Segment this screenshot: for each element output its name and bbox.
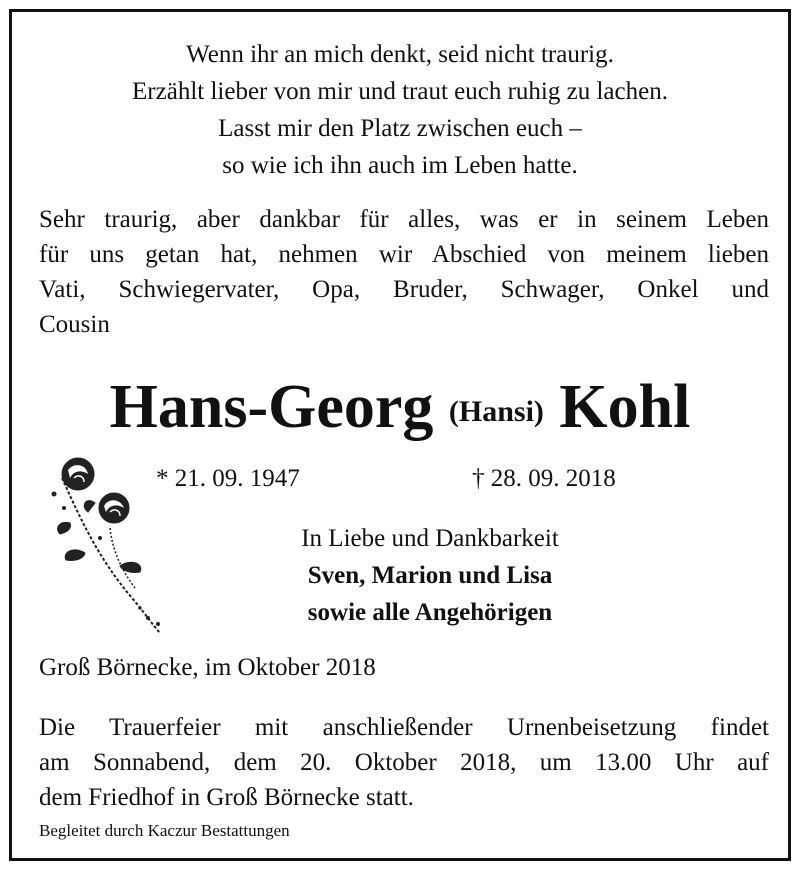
last-name: Kohl [559, 373, 691, 441]
poem-line: Wenn ihr an mich denkt, seid nicht traurig. [186, 41, 614, 68]
intro-line: für uns getan hat, nehmen wir Abschied von meinem lieben [39, 241, 769, 268]
service-line: Die Trauerfeier mit anschließender Urnenbeisetzung findet [39, 714, 769, 741]
poem [12, 36, 788, 184]
poem-line: Erzählt lieber von mir und traut euch ruhig zu lachen. [132, 78, 668, 105]
first-name: Hans-Georg [109, 373, 434, 441]
family-signature [200, 520, 660, 631]
nickname: (Hansi) [448, 395, 544, 428]
relatives-line: sowie alle Angehörigen [307, 599, 553, 626]
service-info [39, 710, 769, 815]
rose-icon [40, 448, 170, 638]
family-names: Sven, Marion und Lisa [307, 562, 553, 589]
intro-text [39, 202, 769, 342]
death-date: † 28. 09. 2018 [472, 465, 616, 492]
dedication-line: In Liebe und Dankbarkeit [301, 525, 559, 552]
intro-line: Vati, Schwiegervater, Opa, Bruder, Schwager, Onkel und [39, 276, 769, 303]
intro-line: Sehr traurig, aber dankbar für alles, was er in seinem Leben [39, 206, 769, 233]
obituary-frame [9, 9, 791, 861]
undertaker-credit: Begleitet durch Kaczur Bestattungen [39, 821, 290, 840]
service-line: dem Friedhof in Groß Börnecke statt. [39, 784, 414, 811]
deceased-name [12, 367, 788, 452]
poem-line: so wie ich ihn auch im Leben hatte. [222, 152, 578, 179]
poem-line: Lasst mir den Platz zwischen euch – [218, 115, 582, 142]
obituary-content [12, 12, 788, 858]
service-line: am Sonnabend, dem 20. Oktober 2018, um 13.00 Uhr auf [39, 749, 769, 776]
place-date: Groß Börnecke, im Oktober 2018 [39, 654, 376, 681]
intro-line: Cousin [39, 311, 110, 338]
birth-date: * 21. 09. 1947 [156, 465, 300, 492]
